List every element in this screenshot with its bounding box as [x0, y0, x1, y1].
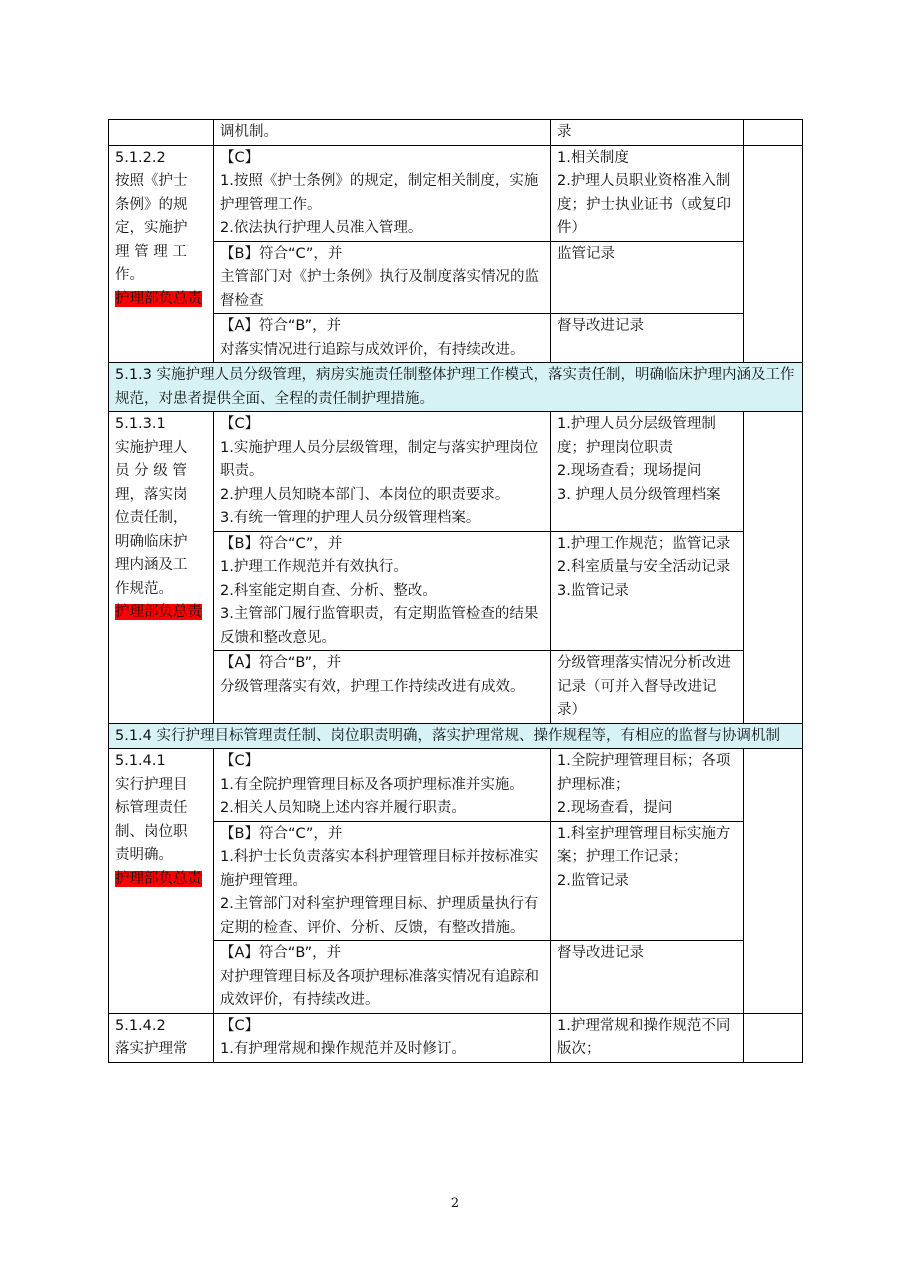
evidence-cell: 监管记录 [551, 241, 744, 314]
evidence-cell: 1.科室护理管理目标实施方案；护理工作记录； 2.监管记录 [551, 821, 744, 941]
table-row [109, 531, 803, 651]
evidence-cell: 督导改进记录 [551, 314, 744, 363]
evidence-cell: 1.相关制度 2.护理人员职业资格准入制度；护士执业证书（或复印件） [551, 145, 744, 241]
criteria-cell: 【C】 1.有护理常规和操作规范并及时修订。 [214, 1013, 551, 1062]
criteria-cell: 【C】 1.实施护理人员分层级管理，制定与落实护理岗位职责。 2.护理人员知晓本部门、本岗位的职责要求。 3.有统一管理的护理人员分级管理档案。 [214, 412, 551, 532]
criteria-cell: 调机制。 [214, 120, 551, 146]
criteria-cell: 【A】符合“B”，并 对落实情况进行追踪与成效评价，有持续改进。 [214, 314, 551, 363]
criteria-cell: 【A】符合“B”，并 分级管理落实有效，护理工作持续改进有成效。 [214, 651, 551, 724]
score-cell [744, 412, 803, 724]
owner-highlight: 护理部负总责 [115, 870, 202, 887]
table-row [109, 241, 803, 314]
section-heading: 5.1.3 实施护理人员分级管理，病房实施责任制整体护理工作模式，落实责任制，明确临床护理内涵及工作规范，对患者提供全面、全程的责任制护理措施。 [109, 363, 803, 412]
criteria-cell: 【B】符合“C”，并 1.科护士长负责落实本科护理管理目标并按标准实施护理管理。 2.主管部门对科室护理管理目标、护理质量执行有定期的检查、评价、分析、反馈，有整改措施。 [214, 821, 551, 941]
table-row [109, 1013, 803, 1062]
standards-table [108, 119, 803, 1063]
score-cell [744, 145, 803, 363]
table-row [109, 821, 803, 941]
section-header-row [109, 723, 803, 749]
section-heading: 5.1.4 实行护理目标管理责任制、岗位职责明确，落实护理常规、操作规程等，有相应的监督与协调机制 [109, 723, 803, 749]
table-row [109, 412, 803, 532]
criteria-cell: 【B】符合“C”，并 主管部门对《护士条例》执行及制度落实情况的监督检查 [214, 241, 551, 314]
score-cell [744, 1013, 803, 1062]
criteria-cell: 【C】 1.按照《护士条例》的规定，制定相关制度，实施护理管理工作。 2.依法执行护理人员准入管理。 [214, 145, 551, 241]
criteria-cell: 【B】符合“C”，并 1.护理工作规范并有效执行。 2.科室能定期自查、分析、整改。 3.主管部门履行监管职责，有定期监管检查的结果反馈和整改意见。 [214, 531, 551, 651]
criteria-cell: 【A】符合“B”，并 对护理管理目标及各项护理标准落实情况有追踪和成效评价，有持续改进。 [214, 941, 551, 1014]
evidence-cell: 督导改进记录 [551, 941, 744, 1014]
section-header-row [109, 363, 803, 412]
evidence-cell: 1.护理工作规范；监管记录 2.科室质量与安全活动记录 3.监管记录 [551, 531, 744, 651]
evidence-cell: 1.护理人员分层级管理制度；护理岗位职责 2.现场查看；现场提问 3. 护理人员分级管理档案 [551, 412, 744, 532]
evidence-cell: 1.护理常规和操作规范不同版次； [551, 1013, 744, 1062]
evidence-cell: 录 [551, 120, 744, 146]
item-cell: 5.1.2.2 按照《护士 条例》的规 定，实施护 理 管 理 工 作。 护理部负总责 [109, 145, 214, 363]
evidence-cell: 分级管理落实情况分析改进记录（可并入督导改进记录） [551, 651, 744, 724]
item-cell: 5.1.4.2 落实护理常 [109, 1013, 214, 1062]
score-cell [744, 120, 803, 146]
item-cell: 5.1.3.1 实施护理人 员 分 级 管 理，落实岗 位责任制， 明确临床护 理内涵及工 作规范。 护理部负总责 [109, 412, 214, 724]
table-row [109, 314, 803, 363]
owner-highlight: 护理部负总责 [115, 604, 202, 620]
evidence-cell: 1.全院护理管理目标；各项护理标准； 2.现场查看，提问 [551, 749, 744, 822]
score-cell [744, 749, 803, 1014]
table-row [109, 651, 803, 724]
page-number: 2 [450, 1196, 460, 1211]
owner-highlight: 护理部负总责 [115, 290, 202, 307]
table-row [109, 749, 803, 822]
table-row [109, 145, 803, 241]
item-cell: 5.1.4.1 实行护理目 标管理责任 制、岗位职 责明确。 护理部负总责 [109, 749, 214, 1014]
item-cell [109, 120, 214, 146]
table-row [109, 941, 803, 1014]
criteria-cell: 【C】 1.有全院护理管理目标及各项护理标准并实施。 2.相关人员知晓上述内容并履行职责。 [214, 749, 551, 822]
table-row [109, 120, 803, 146]
